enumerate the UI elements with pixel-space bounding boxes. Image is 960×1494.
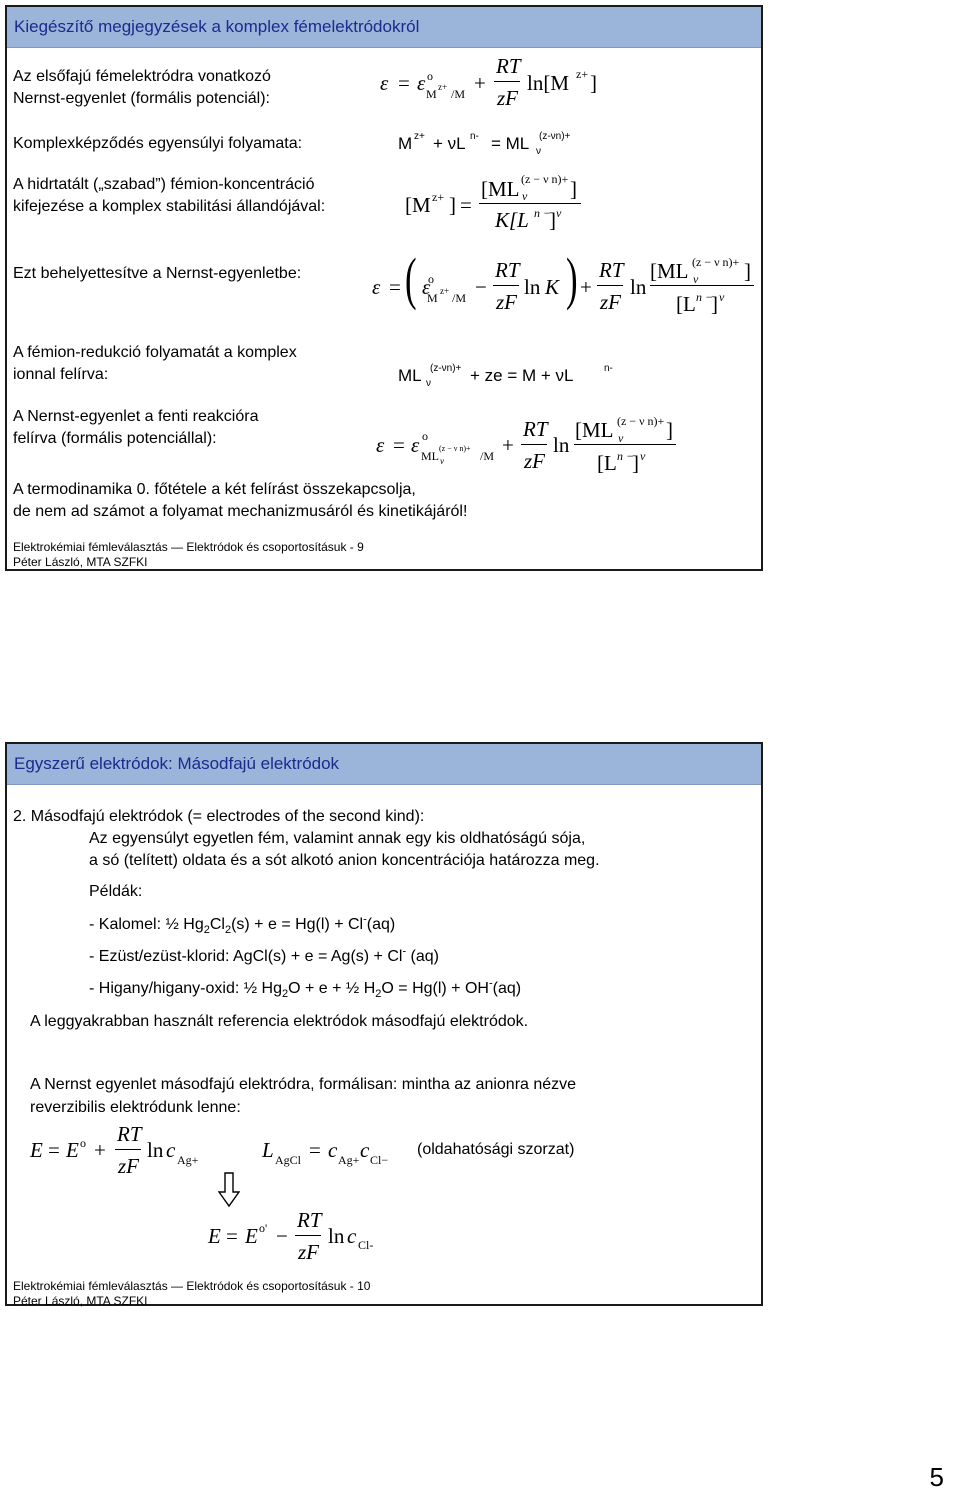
eq-symbol: c bbox=[347, 1224, 357, 1248]
fraction-bar bbox=[574, 444, 676, 445]
label-first-kind-nernst-line1: Az elsőfajú fémelektródra vonatkozó bbox=[13, 68, 271, 85]
subscript: 2 bbox=[375, 988, 382, 1001]
eq-symbol: zF bbox=[298, 1240, 319, 1264]
eq-symbol: RT bbox=[523, 417, 548, 441]
eq-symbol: = bbox=[389, 275, 401, 299]
eq-symbol: n- bbox=[604, 363, 613, 374]
eq-symbol: ] bbox=[711, 292, 718, 316]
eq-symbol: (z − ν n)+ bbox=[617, 414, 665, 428]
label-substitution: Ezt behelyettesítve a Nernst-egyenletbe: bbox=[13, 265, 302, 282]
eq-symbol: o' bbox=[259, 1221, 268, 1235]
eq-symbol: RT bbox=[495, 258, 520, 282]
eq-symbol: ln bbox=[328, 1224, 345, 1248]
eq-symbol: RT bbox=[297, 1208, 322, 1232]
eq-symbol: ε bbox=[376, 433, 385, 457]
example-silver-chloride bbox=[89, 945, 439, 968]
eq-symbol: ] bbox=[744, 259, 751, 283]
examples-label: Példák: bbox=[89, 883, 143, 900]
label-reduction-line2: ionnal felírva: bbox=[13, 366, 109, 383]
eq-symbol: = bbox=[398, 71, 410, 95]
eq-symbol: ] bbox=[590, 71, 597, 95]
label-free-ion-line1: A hidrtatált („szabad”) fémion-koncentráció bbox=[13, 176, 315, 193]
eq-symbol: [ML bbox=[481, 177, 520, 201]
intro-second-kind: 2. Másodfajú elektródok (= electrodes of the second kind): bbox=[13, 808, 425, 825]
eq-symbol: + ze = M + νL bbox=[470, 366, 574, 385]
subscript: 2 bbox=[281, 988, 289, 1001]
eq-symbol: zF bbox=[600, 290, 621, 314]
label-first-kind-nernst-line2: Nernst-egyenlet (formális potenciál): bbox=[13, 90, 270, 107]
eq-symbol: ] bbox=[632, 451, 639, 475]
eq-symbol: /M bbox=[451, 87, 466, 101]
label-complex-equilibrium: Komplexképződés egyensúlyi folyamata: bbox=[13, 135, 303, 152]
eq-symbol: o bbox=[428, 272, 434, 286]
eq-symbol: c bbox=[166, 1138, 176, 1162]
text-segment: - Higany/higany-oxid: ½ Hg bbox=[89, 980, 282, 997]
text-segment: (aq) bbox=[406, 948, 440, 965]
slide-title-bar bbox=[7, 7, 761, 48]
eq-symbol: z+ bbox=[432, 190, 445, 204]
text-segment: O + e + ½ H bbox=[288, 980, 376, 997]
eq-symbol: z+ bbox=[438, 82, 448, 92]
eq-symbol: [ bbox=[405, 193, 412, 217]
footer-line2: Péter László, MTA SZFKI bbox=[13, 555, 148, 569]
eq-symbol: z+ bbox=[576, 67, 589, 81]
eq-symbol: n- bbox=[470, 131, 479, 142]
eq-symbol: (z − ν n)+ bbox=[692, 255, 740, 269]
text-segment: O = Hg(l) + OH bbox=[381, 980, 489, 997]
text-segment: (aq) bbox=[366, 916, 396, 933]
text-segment: - Kalomel: ½ Hg bbox=[89, 916, 204, 933]
eq-symbol: RT bbox=[599, 258, 624, 282]
eq-symbol: ε bbox=[372, 275, 381, 299]
eq-symbol: + bbox=[502, 433, 514, 457]
eq-symbol: Cl- bbox=[358, 1238, 374, 1252]
eq-symbol: E bbox=[208, 1224, 221, 1248]
eq-symbol: z+ bbox=[414, 131, 425, 142]
eq-symbol: o bbox=[427, 69, 433, 83]
eq-symbol: n − bbox=[617, 449, 635, 463]
superscript: - bbox=[402, 945, 407, 958]
slide-title: Egyszerű elektródok: Másodfajú elektródok bbox=[14, 754, 340, 773]
eq-symbol: ν bbox=[522, 189, 528, 203]
eq-symbol: + bbox=[474, 71, 486, 95]
eq-symbol: E bbox=[245, 1224, 258, 1248]
left-parenthesis: ( bbox=[405, 246, 417, 311]
summary-reference-electrodes: A leggyakrabban használt referencia elektródok másodfajú elektródok. bbox=[30, 1013, 529, 1030]
eq-symbol: Cl− bbox=[370, 1153, 389, 1167]
eq-symbol: ν bbox=[640, 449, 646, 463]
eq-symbol: M bbox=[426, 87, 437, 101]
subscript: 2 bbox=[203, 924, 210, 937]
eq-symbol: ν bbox=[719, 290, 725, 304]
eq-symbol: = bbox=[460, 193, 472, 217]
eq-symbol: + νL bbox=[433, 134, 466, 153]
eq-symbol: ε bbox=[411, 433, 420, 457]
slide-title-bar bbox=[7, 744, 761, 785]
eq-symbol: (z-νn)+ bbox=[539, 131, 571, 142]
eq-symbol: (z-νn)+ bbox=[430, 363, 462, 374]
label-thermodynamics-line1: A termodinamika 0. főtétele a két felírást összekapcsolja, bbox=[13, 481, 416, 498]
description-line1: Az egyensúlyt egyetlen fém, valamint annak egy kis oldhatóságú sója, bbox=[89, 830, 586, 847]
eq-symbol: Ag+ bbox=[338, 1153, 360, 1167]
label-free-ion-line2: kifejezése a komplex stabilitási állandójával: bbox=[13, 198, 326, 215]
eq-symbol: z+ bbox=[440, 286, 450, 296]
eq-symbol: = bbox=[48, 1138, 60, 1162]
eq-symbol: /M bbox=[452, 291, 467, 305]
down-arrow-icon bbox=[218, 1172, 240, 1208]
subscript: 2 bbox=[224, 924, 232, 937]
example-mercury-oxide bbox=[89, 977, 521, 1000]
eq-symbol: + bbox=[580, 275, 592, 299]
fraction-bar bbox=[650, 285, 754, 286]
eq-symbol: M bbox=[398, 134, 413, 153]
eq-symbol: = bbox=[393, 433, 405, 457]
fraction-bar bbox=[494, 81, 520, 82]
nernst-second-kind-line1: A Nernst egyenlet másodfajú elektródra, formálisan: mintha az anionra nézve bbox=[30, 1076, 577, 1093]
eq-symbol: ln bbox=[524, 275, 541, 299]
eq-symbol: ] bbox=[549, 208, 556, 232]
eq-symbol: c bbox=[360, 1138, 370, 1162]
eq-symbol: RT bbox=[496, 54, 521, 78]
page-number: 5 bbox=[929, 1462, 944, 1492]
eq-symbol: n − bbox=[534, 206, 552, 220]
label-nernst-complex-line2: felírva (formális potenciállal): bbox=[13, 430, 217, 447]
text-segment: - Ezüst/ezüst-klorid: AgCl(s) + e = Ag(s) + Cl bbox=[89, 948, 403, 965]
eq-symbol: M bbox=[427, 291, 438, 305]
eq-symbol: AgCl bbox=[275, 1153, 302, 1167]
right-parenthesis: ) bbox=[566, 246, 578, 311]
eq-symbol: [L bbox=[676, 292, 696, 316]
fraction-bar bbox=[597, 285, 623, 286]
eq-symbol: /M bbox=[480, 449, 495, 463]
footer-line1: Elektrokémiai fémleválasztás — Elektródok és csoportosításuk - 9 bbox=[13, 540, 364, 554]
footer-line2: Péter László, MTA SZFKI bbox=[13, 1294, 148, 1308]
solubility-product-note: (oldahatósági szorzat) bbox=[417, 1141, 575, 1158]
eq-symbol: (z − ν n)+ bbox=[521, 172, 569, 186]
eq-symbol: zF bbox=[496, 290, 517, 314]
slide-title: Kiegészítő megjegyzések a komplex fémelektródokról bbox=[14, 17, 420, 36]
eq-symbol: ε bbox=[380, 71, 389, 95]
eq-symbol: K bbox=[545, 275, 560, 299]
eq-symbol: + bbox=[94, 1138, 106, 1162]
eq-symbol: zF bbox=[524, 449, 545, 473]
eq-symbol: o bbox=[80, 1136, 86, 1150]
eq-symbol: ] bbox=[570, 177, 577, 201]
fraction-bar bbox=[115, 1149, 141, 1150]
eq-symbol: [ML bbox=[575, 418, 614, 442]
eq-symbol: (z − ν n)+ bbox=[439, 444, 471, 453]
text-segment: (s) + e = Hg(l) + Cl bbox=[231, 916, 364, 933]
eq-symbol: c bbox=[328, 1138, 338, 1162]
eq-symbol: ] bbox=[666, 418, 673, 442]
eq-symbol: ν bbox=[693, 272, 699, 286]
eq-symbol: E bbox=[30, 1138, 43, 1162]
label-reduction-line1: A fémion-redukció folyamatát a komplex bbox=[13, 344, 297, 361]
fraction-bar bbox=[521, 444, 547, 445]
eq-symbol: [ML bbox=[650, 259, 689, 283]
eq-symbol: − bbox=[276, 1224, 288, 1248]
superscript: - bbox=[363, 913, 367, 926]
eq-symbol: n − bbox=[696, 290, 714, 304]
description-line2: a só (telített) oldata és a sót alkotó anion koncentrációja határozza meg. bbox=[89, 852, 600, 869]
label-nernst-complex-line1: A Nernst-egyenlet a fenti reakcióra bbox=[13, 408, 259, 425]
eq-symbol: = bbox=[309, 1138, 321, 1162]
eq-symbol: o bbox=[422, 429, 428, 443]
superscript: - bbox=[488, 977, 493, 990]
eq-symbol: ν bbox=[536, 146, 541, 157]
fraction-bar bbox=[493, 285, 519, 286]
footer-line1: Elektrokémiai fémleválasztás — Elektródok és csoportosításuk - 10 bbox=[13, 1279, 371, 1293]
fraction-bar bbox=[295, 1235, 321, 1236]
eq-symbol: [L bbox=[597, 451, 617, 475]
eq-symbol: ML bbox=[421, 449, 439, 463]
text-segment: Cl bbox=[209, 916, 225, 933]
eq-symbol: ln bbox=[147, 1138, 164, 1162]
eq-symbol: ν bbox=[426, 378, 431, 389]
eq-symbol: ν bbox=[556, 206, 562, 220]
eq-symbol: = ML bbox=[491, 134, 530, 153]
eq-symbol: ln[M bbox=[527, 71, 569, 95]
nernst-second-kind-line2: reverzibilis elektródunk lenne: bbox=[30, 1099, 241, 1116]
eq-symbol: Ag+ bbox=[177, 1153, 199, 1167]
eq-symbol: E bbox=[66, 1138, 79, 1162]
eq-symbol: ε bbox=[422, 275, 431, 299]
eq-symbol: − bbox=[475, 275, 487, 299]
eq-symbol: ] bbox=[449, 193, 456, 217]
eq-symbol: zF bbox=[118, 1154, 139, 1178]
eq-symbol: zF bbox=[497, 86, 518, 110]
eq-symbol: RT bbox=[117, 1122, 142, 1146]
eq-symbol: ν bbox=[618, 431, 624, 445]
eq-symbol: L bbox=[262, 1138, 274, 1162]
example-calomel bbox=[89, 913, 395, 936]
eq-symbol: ln bbox=[630, 275, 647, 299]
eq-symbol: ε bbox=[417, 71, 426, 95]
label-thermodynamics-line2: de nem ad számot a folyamat mechanizmusáról és kinetikájáról! bbox=[13, 503, 468, 520]
text-segment: (aq) bbox=[492, 980, 522, 997]
fraction-bar bbox=[479, 203, 581, 204]
eq-symbol: ln bbox=[553, 433, 570, 457]
eq-symbol: ν bbox=[440, 456, 444, 466]
eq-symbol: = bbox=[226, 1224, 238, 1248]
eq-symbol: ML bbox=[398, 366, 422, 385]
eq-symbol: K[L bbox=[495, 208, 529, 232]
eq-symbol: M bbox=[412, 193, 431, 217]
